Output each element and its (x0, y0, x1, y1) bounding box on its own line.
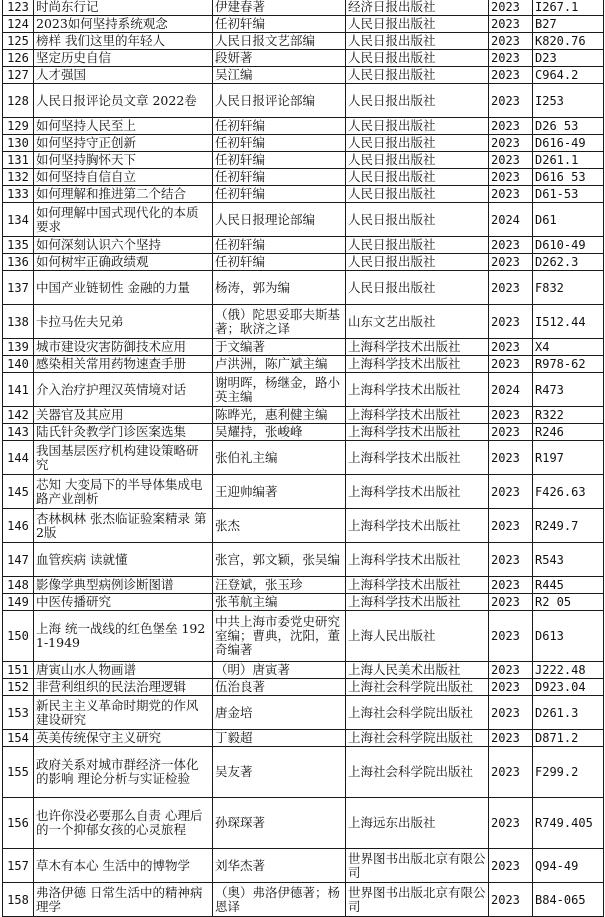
call-number-cell: F426.63 (533, 475, 604, 509)
row-number-cell: 134 (3, 203, 34, 237)
year-cell: 2023 (489, 271, 533, 305)
table-row (3, 662, 604, 679)
book-title-cell: 城市建设灾害防御技术应用 (34, 339, 213, 356)
publisher-cell: 上海科学技术出版社 (346, 543, 489, 577)
row-number-cell: 140 (3, 356, 34, 373)
year-cell: 2023 (489, 169, 533, 186)
table-row (3, 373, 604, 407)
publisher-cell: 人民日报出版社 (346, 67, 489, 84)
table-row (3, 611, 604, 662)
book-title-cell: 中医传播研究 (34, 594, 213, 611)
call-number-cell: D262.3 (533, 254, 604, 271)
call-number-cell: F299.2 (533, 747, 604, 798)
year-cell: 2023 (489, 305, 533, 339)
table-row (3, 50, 604, 67)
year-cell: 2023 (489, 152, 533, 169)
publisher-cell: 人民日报出版社 (346, 271, 489, 305)
book-title-cell: 坚定历史自信 (34, 50, 213, 67)
book-title-cell: 影像学典型病例诊断图谱 (34, 577, 213, 594)
row-number-cell: 123 (3, 0, 34, 16)
publisher-cell: 人民日报出版社 (346, 203, 489, 237)
book-title-cell: 如何坚持自信自立 (34, 169, 213, 186)
book-title-cell: 如何理解和推进第二个结合 (34, 186, 213, 203)
book-title-cell: 上海 统一战线的红色堡垒 1921-1949 (34, 611, 213, 662)
author-cell: 任初轩编 (213, 152, 346, 169)
publisher-cell: 上海社会科学院出版社 (346, 679, 489, 696)
call-number-cell: K820.76 (533, 33, 604, 50)
book-title-cell: 榜样 我们这里的年轻人 (34, 33, 213, 50)
row-number-cell: 149 (3, 594, 34, 611)
author-cell: 吴江编 (213, 67, 346, 84)
publisher-cell: 人民日报出版社 (346, 237, 489, 254)
year-cell: 2023 (489, 441, 533, 475)
author-cell: 汪登斌，张玉珍 (213, 577, 346, 594)
publisher-cell: 人民日报出版社 (346, 254, 489, 271)
year-cell: 2023 (489, 798, 533, 849)
call-number-cell: D261.1 (533, 152, 604, 169)
author-cell: 于文编著 (213, 339, 346, 356)
year-cell: 2023 (489, 509, 533, 543)
row-number-cell: 154 (3, 730, 34, 747)
author-cell: 任初轩编 (213, 169, 346, 186)
table-row (3, 84, 604, 118)
publisher-cell: 世界图书出版北京有限公司 (346, 883, 489, 917)
book-title-cell: 人民日报评论员文章 2022卷 (34, 84, 213, 118)
author-cell: 段妍著 (213, 50, 346, 67)
author-cell: 任初轩编 (213, 135, 346, 152)
row-number-cell: 157 (3, 849, 34, 883)
table-row (3, 475, 604, 509)
author-cell: 伊建春著 (213, 0, 346, 16)
author-cell: 陈晔光，惠利健主编 (213, 407, 346, 424)
call-number-cell: R543 (533, 543, 604, 577)
call-number-cell: R322 (533, 407, 604, 424)
table-row (3, 849, 604, 883)
table-row (3, 594, 604, 611)
call-number-cell: R978-62 (533, 356, 604, 373)
year-cell: 2023 (489, 50, 533, 67)
call-number-cell: I512.44 (533, 305, 604, 339)
call-number-cell: D26 53 (533, 118, 604, 135)
publisher-cell: 上海科学技术出版社 (346, 594, 489, 611)
publisher-cell: 上海科学技术出版社 (346, 407, 489, 424)
table-row (3, 254, 604, 271)
author-cell: （奥）弗洛伊德著；杨恩译 (213, 883, 346, 917)
book-title-cell: 如何坚持胸怀天下 (34, 152, 213, 169)
book-title-cell: 陆氏针灸教学门诊医案选集 (34, 424, 213, 441)
year-cell: 2023 (489, 339, 533, 356)
publisher-cell: 上海科学技术出版社 (346, 339, 489, 356)
table-row (3, 509, 604, 543)
year-cell: 2023 (489, 135, 533, 152)
call-number-cell: D613 (533, 611, 604, 662)
author-cell: 吴耀持，张峻峰 (213, 424, 346, 441)
book-title-cell: 政府关系对城市群经济一体化的影响 理论分析与实证检验 (34, 747, 213, 798)
year-cell: 2023 (489, 849, 533, 883)
table-row (3, 33, 604, 50)
book-list-table (2, 0, 604, 917)
call-number-cell: I267.1 (533, 0, 604, 16)
year-cell: 2023 (489, 696, 533, 730)
table-row (3, 305, 604, 339)
book-list-body (3, 0, 604, 917)
book-title-cell: 时尚东行记 (34, 0, 213, 16)
table-row (3, 747, 604, 798)
author-cell: （明）唐寅著 (213, 662, 346, 679)
row-number-cell: 125 (3, 33, 34, 50)
table-row (3, 798, 604, 849)
publisher-cell: 上海科学技术出版社 (346, 441, 489, 475)
book-title-cell: 杏林枫林 张杰临证验案精录 第2版 (34, 509, 213, 543)
year-cell: 2023 (489, 33, 533, 50)
year-cell: 2023 (489, 0, 533, 16)
call-number-cell: F832 (533, 271, 604, 305)
author-cell: 王迎帅编著 (213, 475, 346, 509)
year-cell: 2023 (489, 356, 533, 373)
table-row (3, 407, 604, 424)
book-title-cell: 也许你没必要那么自责 心理后的一个抑郁女孩的心灵旅程 (34, 798, 213, 849)
year-cell: 2023 (489, 679, 533, 696)
book-title-cell: 2023如何坚持系统观念 (34, 16, 213, 33)
publisher-cell: 上海科学技术出版社 (346, 424, 489, 441)
book-title-cell: 如何深刻认识六个坚持 (34, 237, 213, 254)
table-row (3, 441, 604, 475)
call-number-cell: R445 (533, 577, 604, 594)
author-cell: 张杰 (213, 509, 346, 543)
author-cell: 中共上海市委党史研究室编；曹典，沈阳，董奇编著 (213, 611, 346, 662)
call-number-cell: D923.04 (533, 679, 604, 696)
publisher-cell: 山东文艺出版社 (346, 305, 489, 339)
publisher-cell: 上海科学技术出版社 (346, 373, 489, 407)
call-number-cell: D261.3 (533, 696, 604, 730)
publisher-cell: 上海科学技术出版社 (346, 475, 489, 509)
book-title-cell: 中国产业链韧性 金融的力量 (34, 271, 213, 305)
call-number-cell: R2 05 (533, 594, 604, 611)
book-title-cell: 英美传统保守主义研究 (34, 730, 213, 747)
call-number-cell: D610-49 (533, 237, 604, 254)
row-number-cell: 147 (3, 543, 34, 577)
book-title-cell: 草木有本心 生活中的博物学 (34, 849, 213, 883)
book-title-cell: 卡拉马佐夫兄弟 (34, 305, 213, 339)
call-number-cell: R749.405 (533, 798, 604, 849)
year-cell: 2023 (489, 747, 533, 798)
author-cell: 孙琛琛著 (213, 798, 346, 849)
book-title-cell: 如何树牢正确政绩观 (34, 254, 213, 271)
table-row (3, 237, 604, 254)
book-title-cell: 介入治疗护理汉英情境对话 (34, 373, 213, 407)
row-number-cell: 126 (3, 50, 34, 67)
author-cell: （俄）陀思妥耶夫斯基著；耿济之译 (213, 305, 346, 339)
author-cell: 张苇航主编 (213, 594, 346, 611)
row-number-cell: 148 (3, 577, 34, 594)
author-cell: 唐金培 (213, 696, 346, 730)
year-cell: 2023 (489, 424, 533, 441)
table-row (3, 186, 604, 203)
table-row (3, 135, 604, 152)
year-cell: 2023 (489, 237, 533, 254)
year-cell: 2023 (489, 118, 533, 135)
year-cell: 2024 (489, 203, 533, 237)
author-cell: 卢洪洲，陈广斌主编 (213, 356, 346, 373)
call-number-cell: R473 (533, 373, 604, 407)
year-cell: 2023 (489, 84, 533, 118)
row-number-cell: 128 (3, 84, 34, 118)
book-title-cell: 如何坚持守正创新 (34, 135, 213, 152)
publisher-cell: 人民日报出版社 (346, 152, 489, 169)
author-cell: 任初轩编 (213, 16, 346, 33)
author-cell: 刘华杰著 (213, 849, 346, 883)
author-cell: 张伯礼主编 (213, 441, 346, 475)
table-row (3, 16, 604, 33)
row-number-cell: 152 (3, 679, 34, 696)
year-cell: 2023 (489, 16, 533, 33)
row-number-cell: 156 (3, 798, 34, 849)
table-row (3, 118, 604, 135)
row-number-cell: 129 (3, 118, 34, 135)
call-number-cell: D61-53 (533, 186, 604, 203)
call-number-cell: X4 (533, 339, 604, 356)
call-number-cell: D616-49 (533, 135, 604, 152)
table-row (3, 67, 604, 84)
row-number-cell: 141 (3, 373, 34, 407)
call-number-cell: I253 (533, 84, 604, 118)
author-cell: 任初轩编 (213, 186, 346, 203)
table-row (3, 679, 604, 696)
publisher-cell: 人民日报出版社 (346, 33, 489, 50)
publisher-cell: 上海社会科学院出版社 (346, 730, 489, 747)
year-cell: 2023 (489, 594, 533, 611)
call-number-cell: B27 (533, 16, 604, 33)
year-cell: 2023 (489, 186, 533, 203)
table-row (3, 577, 604, 594)
row-number-cell: 146 (3, 509, 34, 543)
publisher-cell: 人民日报出版社 (346, 118, 489, 135)
year-cell: 2023 (489, 730, 533, 747)
publisher-cell: 经济日报出版社 (346, 0, 489, 16)
book-title-cell: 如何理解中国式现代化的本质要求 (34, 203, 213, 237)
row-number-cell: 138 (3, 305, 34, 339)
table-row (3, 0, 604, 16)
call-number-cell: R197 (533, 441, 604, 475)
book-title-cell: 新民主主义革命时期党的作风建设研究 (34, 696, 213, 730)
book-title-cell: 血管疾病 读就懂 (34, 543, 213, 577)
table-row (3, 339, 604, 356)
row-number-cell: 145 (3, 475, 34, 509)
author-cell: 谢明晖，杨继金，路小英主编 (213, 373, 346, 407)
row-number-cell: 144 (3, 441, 34, 475)
publisher-cell: 上海社会科学院出版社 (346, 747, 489, 798)
publisher-cell: 上海远东出版社 (346, 798, 489, 849)
call-number-cell: D871.2 (533, 730, 604, 747)
publisher-cell: 人民日报出版社 (346, 50, 489, 67)
table-row (3, 169, 604, 186)
table-row (3, 271, 604, 305)
book-title-cell: 芯知 大变局下的半导体集成电路产业剖析 (34, 475, 213, 509)
author-cell: 丁毅超 (213, 730, 346, 747)
row-number-cell: 155 (3, 747, 34, 798)
table-row (3, 543, 604, 577)
table-row (3, 152, 604, 169)
year-cell: 2023 (489, 475, 533, 509)
publisher-cell: 人民日报出版社 (346, 186, 489, 203)
table-row (3, 356, 604, 373)
publisher-cell: 世界图书出版北京有限公司 (346, 849, 489, 883)
publisher-cell: 上海科学技术出版社 (346, 509, 489, 543)
year-cell: 2023 (489, 883, 533, 917)
book-title-cell: 关器官及其应用 (34, 407, 213, 424)
call-number-cell: J222.48 (533, 662, 604, 679)
year-cell: 2024 (489, 373, 533, 407)
book-title-cell: 人才强国 (34, 67, 213, 84)
author-cell: 人民日报理论部编 (213, 203, 346, 237)
row-number-cell: 127 (3, 67, 34, 84)
table-row (3, 203, 604, 237)
call-number-cell: D616 53 (533, 169, 604, 186)
author-cell: 伍治良著 (213, 679, 346, 696)
author-cell: 杨涛，郭为编 (213, 271, 346, 305)
author-cell: 吴友著 (213, 747, 346, 798)
book-title-cell: 如何坚持人民至上 (34, 118, 213, 135)
author-cell: 张宫，郭文颖，张吴编 (213, 543, 346, 577)
call-number-cell: D61 (533, 203, 604, 237)
row-number-cell: 151 (3, 662, 34, 679)
call-number-cell: D23 (533, 50, 604, 67)
call-number-cell: Q94-49 (533, 849, 604, 883)
publisher-cell: 上海人民美术出版社 (346, 662, 489, 679)
year-cell: 2023 (489, 543, 533, 577)
author-cell: 任初轩编 (213, 254, 346, 271)
year-cell: 2023 (489, 611, 533, 662)
year-cell: 2023 (489, 407, 533, 424)
publisher-cell: 人民日报出版社 (346, 169, 489, 186)
row-number-cell: 139 (3, 339, 34, 356)
year-cell: 2023 (489, 577, 533, 594)
publisher-cell: 人民日报出版社 (346, 84, 489, 118)
row-number-cell: 143 (3, 424, 34, 441)
year-cell: 2023 (489, 67, 533, 84)
publisher-cell: 上海科学技术出版社 (346, 356, 489, 373)
publisher-cell: 人民日报出版社 (346, 135, 489, 152)
row-number-cell: 124 (3, 16, 34, 33)
book-title-cell: 弗洛伊德 日常生活中的精神病理学 (34, 883, 213, 917)
publisher-cell: 上海科学技术出版社 (346, 577, 489, 594)
author-cell: 任初轩编 (213, 118, 346, 135)
publisher-cell: 上海人民出版社 (346, 611, 489, 662)
year-cell: 2023 (489, 662, 533, 679)
book-title-cell: 我国基层医疗机构建设策略研究 (34, 441, 213, 475)
book-title-cell: 唐寅山水人物画谱 (34, 662, 213, 679)
table-row (3, 696, 604, 730)
author-cell: 人民日报文艺部编 (213, 33, 346, 50)
call-number-cell: B84-065 (533, 883, 604, 917)
row-number-cell: 158 (3, 883, 34, 917)
author-cell: 人民日报评论部编 (213, 84, 346, 118)
row-number-cell: 137 (3, 271, 34, 305)
book-title-cell: 非营利组织的民法治理逻辑 (34, 679, 213, 696)
call-number-cell: C964.2 (533, 67, 604, 84)
call-number-cell: R246 (533, 424, 604, 441)
row-number-cell: 130 (3, 135, 34, 152)
table-row (3, 730, 604, 747)
table-row (3, 424, 604, 441)
publisher-cell: 人民日报出版社 (346, 16, 489, 33)
row-number-cell: 132 (3, 169, 34, 186)
author-cell: 任初轩编 (213, 237, 346, 254)
publisher-cell: 上海社会科学院出版社 (346, 696, 489, 730)
row-number-cell: 135 (3, 237, 34, 254)
row-number-cell: 131 (3, 152, 34, 169)
book-title-cell: 感染相关常用药物速查手册 (34, 356, 213, 373)
row-number-cell: 153 (3, 696, 34, 730)
row-number-cell: 133 (3, 186, 34, 203)
row-number-cell: 136 (3, 254, 34, 271)
call-number-cell: R249.7 (533, 509, 604, 543)
row-number-cell: 142 (3, 407, 34, 424)
year-cell: 2023 (489, 254, 533, 271)
row-number-cell: 150 (3, 611, 34, 662)
